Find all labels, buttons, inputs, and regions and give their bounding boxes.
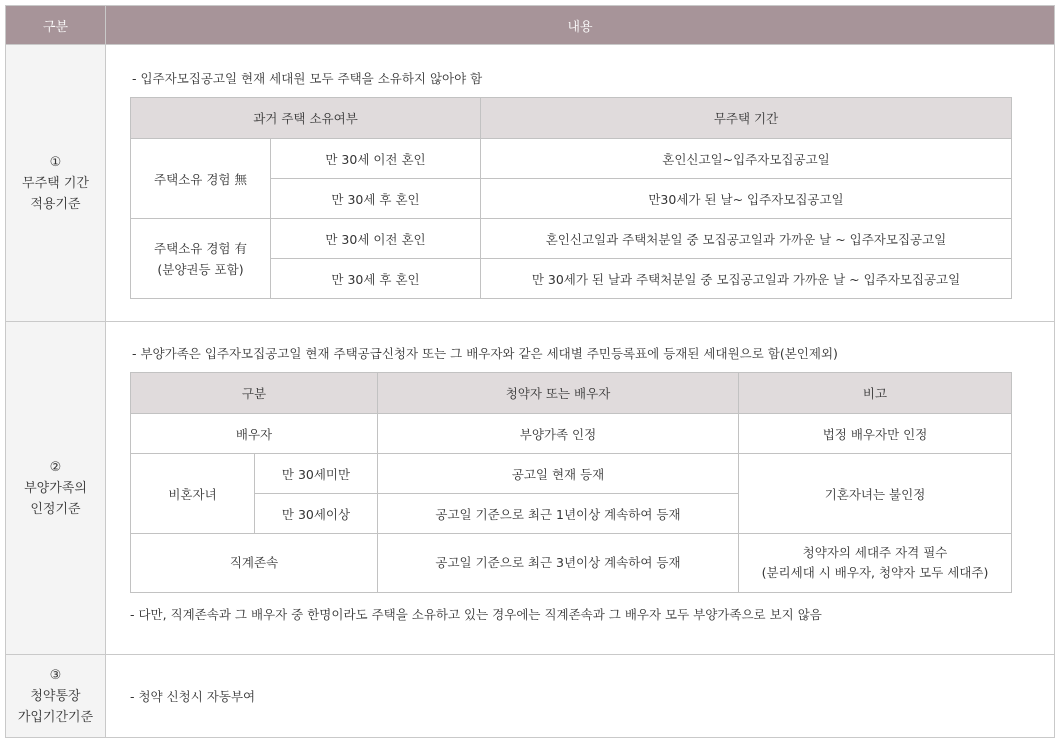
section2-number: ② [49,459,62,475]
section3-title-line2: 가입기간기준 [17,709,94,725]
children-label: 비혼자녀 [131,454,255,534]
ancestors-remark-line2: (분리세대 시 배우자, 청약자 모두 세대주) [761,565,989,580]
head-no-house-period: 무주택 기간 [481,98,1012,139]
criteria-table [5,5,1055,738]
section1-title-line1: 무주택 기간 [22,175,89,191]
head-category: 구분 [131,373,378,414]
ancestors-label: 직계존속 [131,534,378,593]
condition-cell: 만 30세 이전 혼인 [271,139,481,179]
no-house-head-row [131,98,1012,139]
section3-label [6,655,106,738]
section2-title-line2: 인정기준 [30,501,81,517]
header-row [6,6,1055,45]
dependents-table [130,372,1012,593]
section-dependents [6,322,1055,655]
children-value: 공고일 현재 등재 [378,454,739,494]
ancestors-remark-line1: 청약자의 세대주 자격 필수 [802,545,948,560]
children-value: 공고일 기준으로 최근 1년이상 계속하여 등재 [378,494,739,534]
group-has-ownership-line1: 주택소유 경험 有 [154,240,247,256]
section3-title-line1: 청약통장 [30,688,81,704]
section2-footnote: - 다만, 직계존속과 그 배우자 중 한명이라도 주택을 소유하고 있는 경우에는 직계존속과 그 배우자 모두 부양가족으로 보지 않음 [130,607,822,622]
section2-title-line1: 부양가족의 [24,480,87,496]
head-applicant-or-spouse: 청약자 또는 배우자 [378,373,739,414]
table-row [131,139,1012,179]
condition-cell: 만 30세 이전 혼인 [271,219,481,259]
ancestors-value: 공고일 기준으로 최근 3년이상 계속하여 등재 [378,534,739,593]
section1-title-line2: 적용기준 [30,196,81,212]
section3-note: - 청약 신청시 자동부여 [130,689,256,704]
table-row [131,534,1012,593]
dependents-head-row [131,373,1012,414]
group-has-ownership-line2: (분양권등 포함) [157,261,244,277]
table-row [131,219,1012,259]
section3-content [106,655,1055,738]
section1-label [6,45,106,322]
period-cell: 만 30세가 된 날과 주택처분일 중 모집공고일과 가까운 날 ~ 입주자모집공고일 [481,259,1012,299]
period-cell: 만30세가 된 날~ 입주자모집공고일 [481,179,1012,219]
head-remarks: 비고 [739,373,1012,414]
group-has-ownership [131,219,271,299]
table-row [131,454,1012,494]
section2-label [6,322,106,655]
section1-content [106,45,1055,322]
group-no-ownership: 주택소유 경험 無 [131,139,271,219]
no-house-period-table [130,97,1012,299]
spouse-remark: 법정 배우자만 인정 [739,414,1012,454]
table-row [131,414,1012,454]
period-cell: 혼인신고일~입주자모집공고일 [481,139,1012,179]
head-ownership-history: 과거 주택 소유여부 [131,98,481,139]
header-content: 내용 [106,6,1055,45]
spouse-label: 배우자 [131,414,378,454]
children-remark: 기혼자녀는 불인정 [739,454,1012,534]
eligibility-criteria-document [5,5,1055,738]
section-subscription-period [6,655,1055,738]
section1-number: ① [49,154,62,170]
section1-note: - 입주자모집공고일 현재 세대원 모두 주택을 소유하지 않아야 함 [132,71,483,86]
ancestors-remark [739,534,1012,593]
condition-cell: 만 30세 후 혼인 [271,179,481,219]
section-no-house-period [6,45,1055,322]
children-age: 만 30세이상 [255,494,378,534]
section2-note: - 부양가족은 입주자모집공고일 현재 주택공급신청자 또는 그 배우자와 같은 세대별 주민등록표에 등재된 세대원으로 함(본인제외) [132,346,838,361]
children-age: 만 30세미만 [255,454,378,494]
header-category: 구분 [6,6,106,45]
period-cell: 혼인신고일과 주택처분일 중 모집공고일과 가까운 날 ~ 입주자모집공고일 [481,219,1012,259]
section2-content [106,322,1055,655]
condition-cell: 만 30세 후 혼인 [271,259,481,299]
section3-number: ③ [49,667,62,683]
spouse-value: 부양가족 인정 [378,414,739,454]
